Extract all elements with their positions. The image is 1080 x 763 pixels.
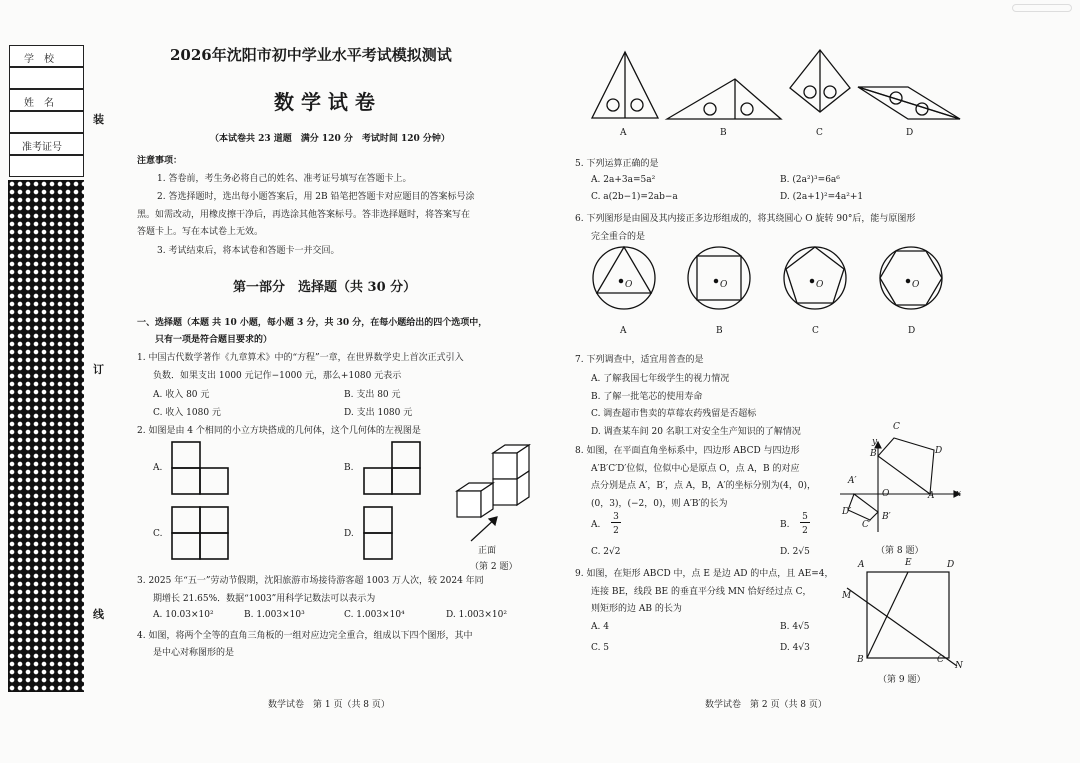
fig9-point-b: B [857, 655, 864, 665]
q6-label-d[interactable]: D [908, 326, 916, 336]
exam-no-label: 准考证号 [22, 142, 62, 153]
q2-stem: 2. 如图是由 4 个相同的小立方块搭成的几何体，这个几何体的左视图是 [137, 426, 421, 436]
q2-view-b [362, 440, 422, 496]
q5-option-c[interactable]: C. a(2b−1)=2ab−a [591, 192, 678, 202]
q6-figure-d [878, 245, 944, 323]
q4-figure-c [788, 48, 852, 114]
fig8-y-axis-label: y [872, 437, 878, 447]
q3-option-a[interactable]: A. 10.03×10² [153, 610, 214, 620]
fig8-x-axis-label: x [956, 489, 962, 499]
school-label: 学 校 [24, 54, 54, 65]
q5-option-b[interactable]: B. (2a²)³=6a⁶ [780, 175, 840, 185]
section1-heading-a: 一、选择题（本题 共 10 小题，每小题 3 分，共 30 分，在每小题给出的四个选项中， [137, 318, 488, 328]
note-2b: 黑。如需改动，用橡皮擦干净后，再选涂其他答案标号。答非选择题时，将答案写在 [137, 210, 471, 220]
q9-option-c[interactable]: C. 5 [591, 643, 610, 653]
q6-label-c[interactable]: C [812, 326, 819, 336]
q4-label-c[interactable]: C [816, 128, 823, 138]
q3-option-c[interactable]: C. 1.003×10⁴ [344, 610, 405, 620]
q1-option-b[interactable]: B. 支出 80 元 [344, 390, 401, 400]
q2-caption: （第 2 题） [470, 562, 518, 572]
name-label: 姓 名 [24, 98, 54, 109]
q8-option-b-denominator: 2 [802, 526, 808, 536]
q8-option-b-numerator: 5 [800, 512, 810, 523]
q9-stem-b: 连接 BE，线段 BE 的垂直平分线 MN 恰好经过点 C， [591, 587, 812, 597]
q1-stem-a: 1. 中国古代数学著作《九章算术》中的“方程”一章，在世界数学史上首次正式引入 [137, 353, 464, 363]
fig8-caption: （第 8 题） [876, 546, 924, 556]
q4-figure-b [665, 77, 783, 121]
footer-page-1: 数学试卷 第 1 页（共 8 页） [268, 700, 390, 710]
q2-option-d[interactable]: D. [344, 529, 354, 539]
q2-view-c [170, 505, 230, 561]
fig8-point-c: C [893, 422, 900, 432]
fig9-point-c: C [937, 655, 944, 665]
q9-stem-c: 则矩形的边 AB 的长为 [591, 604, 682, 614]
q6-figure-c [782, 245, 848, 323]
q6-center-d: O [912, 280, 920, 290]
q1-option-c[interactable]: C. 收入 1080 元 [153, 408, 221, 418]
fig9-point-n: N [955, 661, 963, 671]
q6-label-a[interactable]: A [620, 326, 627, 336]
note-2c: 答题卡上。写在本试卷上无效。 [137, 227, 264, 237]
footer-page-2: 数学试卷 第 2 页（共 8 页） [705, 700, 827, 710]
note-1: 1. 答卷前，考生务必将自己的姓名、准考证号填写在答题卡上。 [157, 174, 412, 184]
exam-info: （本试卷共 23 道题 满分 120 分 考试时间 120 分钟） [210, 134, 450, 144]
subject-title: 数 学 试 卷 [274, 90, 375, 114]
school-field[interactable] [9, 67, 84, 89]
fig9-point-m: M [842, 591, 852, 601]
fig9-caption: （第 9 题） [878, 675, 926, 685]
exam-no-field[interactable] [9, 155, 84, 177]
q7-option-a[interactable]: A. 了解我国七年级学生的视力情况 [591, 374, 730, 384]
q6-center-b: O [720, 280, 728, 290]
q2-option-b[interactable]: B. [344, 463, 354, 473]
fig8-point-a-prime: A′ [848, 476, 857, 486]
fig8-point-c-prime: C′ [862, 520, 871, 530]
q4-label-d[interactable]: D [906, 128, 914, 138]
q6-figure-a [591, 245, 657, 323]
fig9-point-d: D [947, 560, 955, 570]
notes-heading: 注意事项： [137, 156, 183, 166]
q4-figure-a [590, 50, 660, 122]
q2-front-label: 正面 [478, 546, 497, 556]
binding-mark-zhuang: 装 [93, 113, 104, 126]
school-label-box [9, 45, 84, 67]
q6-stem-b: 完全重合的是 [591, 232, 646, 242]
q8-stem-d: (0，3)，(−2，0)，则 A′B′的长为 [591, 499, 728, 509]
q8-stem-b: A′B′C′D′位似，位似中心是原点 O，点 A，B 的对应 [591, 464, 800, 474]
q6-figure-b [686, 245, 752, 323]
fig9-point-a: A [858, 560, 865, 570]
q3-option-d[interactable]: D. 1.003×10² [446, 610, 507, 620]
q4-figure-d [856, 85, 962, 121]
name-field[interactable] [9, 111, 84, 133]
q3-stem-a: 3. 2025 年“五一”劳动节假期，沈阳旅游市场接待游客超 1003 万人次，较 2024 年同 [137, 576, 484, 586]
fig8-origin-label: O [882, 489, 890, 499]
q6-label-b[interactable]: B [716, 326, 723, 336]
q6-center-a: O [625, 280, 633, 290]
name-label-box [9, 89, 84, 111]
q2-view-d [362, 505, 394, 561]
q8-option-a[interactable] [591, 512, 619, 536]
q1-stem-b: 负数．如果支出 1000 元记作−1000 元，那么+1080 元表示 [153, 371, 402, 381]
q9-stem-a: 9. 如图，在矩形 ABCD 中，点 E 是边 AD 的中点，且 AE=4， [575, 569, 834, 579]
q4-stem-a: 4. 如图，将两个全等的直角三角板的一组对应边完全重合，组成以下四个图形，其中 [137, 631, 473, 641]
note-2a: 2. 答选择题时，选出每小题答案后，用 2B 铅笔把答题卡对应题目的答案标号涂 [157, 192, 475, 202]
exam-title: 2026年沈阳市初中学业水平考试模拟测试 [170, 46, 452, 64]
q8-option-a-letter: A. [591, 520, 601, 530]
binding-mark-xian: 线 [93, 608, 104, 621]
fig8-point-d: D [935, 446, 943, 456]
q5-option-a[interactable]: A. 2a+3a=5a² [591, 175, 656, 185]
q2-view-a [170, 440, 230, 496]
q9-option-d[interactable]: D. 4√3 [780, 643, 810, 653]
q8-option-d[interactable]: D. 2√5 [780, 547, 810, 557]
fig9-point-e: E [905, 558, 912, 568]
q5-stem: 5. 下列运算正确的是 [575, 159, 659, 169]
q2-option-a[interactable]: A. [153, 463, 163, 473]
fig8-point-b-prime: B′ [882, 512, 891, 522]
q9-option-a[interactable]: A. 4 [591, 622, 609, 632]
q8-coordinate-figure [838, 440, 966, 536]
q7-stem: 7. 下列调查中，适宜用普查的是 [575, 355, 704, 365]
page-indicator [1012, 4, 1072, 12]
q1-option-d[interactable]: D. 支出 1080 元 [344, 408, 413, 418]
fig8-point-b: B [870, 449, 877, 459]
binding-stripe [8, 180, 84, 692]
part1-heading: 第一部分 选择题（共 30 分） [233, 280, 417, 295]
q6-stem-a: 6. 下列图形是由圆及其内接正多边形组成的，将其绕圆心 O 旋转 90°后，能与原图形 [575, 214, 916, 224]
fig8-point-a: A [928, 491, 935, 501]
q8-stem-a: 8. 如图，在平面直角坐标系中，四边形 ABCD 与四边形 [575, 446, 800, 456]
q8-option-a-numerator: 3 [611, 512, 621, 523]
section1-heading-b: 只有一项是符合题目要求的） [155, 335, 273, 345]
q5-option-d[interactable]: D. (2a+1)²=4a²+1 [780, 192, 864, 202]
q3-option-b[interactable]: B. 1.003×10³ [244, 610, 305, 620]
q7-option-d[interactable]: D. 调查某车间 20 名职工对安全生产知识的了解情况 [591, 427, 801, 437]
note-3: 3. 考试结束后，将本试卷和答题卡一并交回。 [157, 246, 340, 256]
q7-option-b[interactable]: B. 了解一批笔芯的使用寿命 [591, 392, 703, 402]
q6-center-c: O [816, 280, 824, 290]
q8-option-c[interactable]: C. 2√2 [591, 547, 621, 557]
q2-solid-figure [455, 445, 535, 545]
q3-stem-b: 期增长 21.65%．数据“1003”用科学记数法可以表示为 [153, 594, 376, 604]
fig8-point-d-prime: D′ [842, 507, 852, 517]
q8-option-b[interactable] [780, 512, 808, 536]
q4-label-b[interactable]: B [720, 128, 727, 138]
q7-option-c[interactable]: C. 调查超市售卖的草莓农药残留是否超标 [591, 409, 757, 419]
q8-option-a-denominator: 2 [613, 526, 619, 536]
q4-label-a[interactable]: A [620, 128, 627, 138]
binding-mark-ding: 订 [93, 363, 104, 376]
q2-option-c[interactable]: C. [153, 529, 163, 539]
q8-option-b-letter: B. [780, 520, 790, 530]
q8-stem-c: 点分别是点 A′，B′，点 A，B，A′的坐标分别为(4，0)， [591, 481, 817, 491]
q4-stem-b: 是中心对称图形的是 [153, 648, 235, 658]
exam-no-label-box [9, 133, 84, 155]
q1-option-a[interactable]: A. 收入 80 元 [153, 390, 210, 400]
q9-option-b[interactable]: B. 4√5 [780, 622, 810, 632]
